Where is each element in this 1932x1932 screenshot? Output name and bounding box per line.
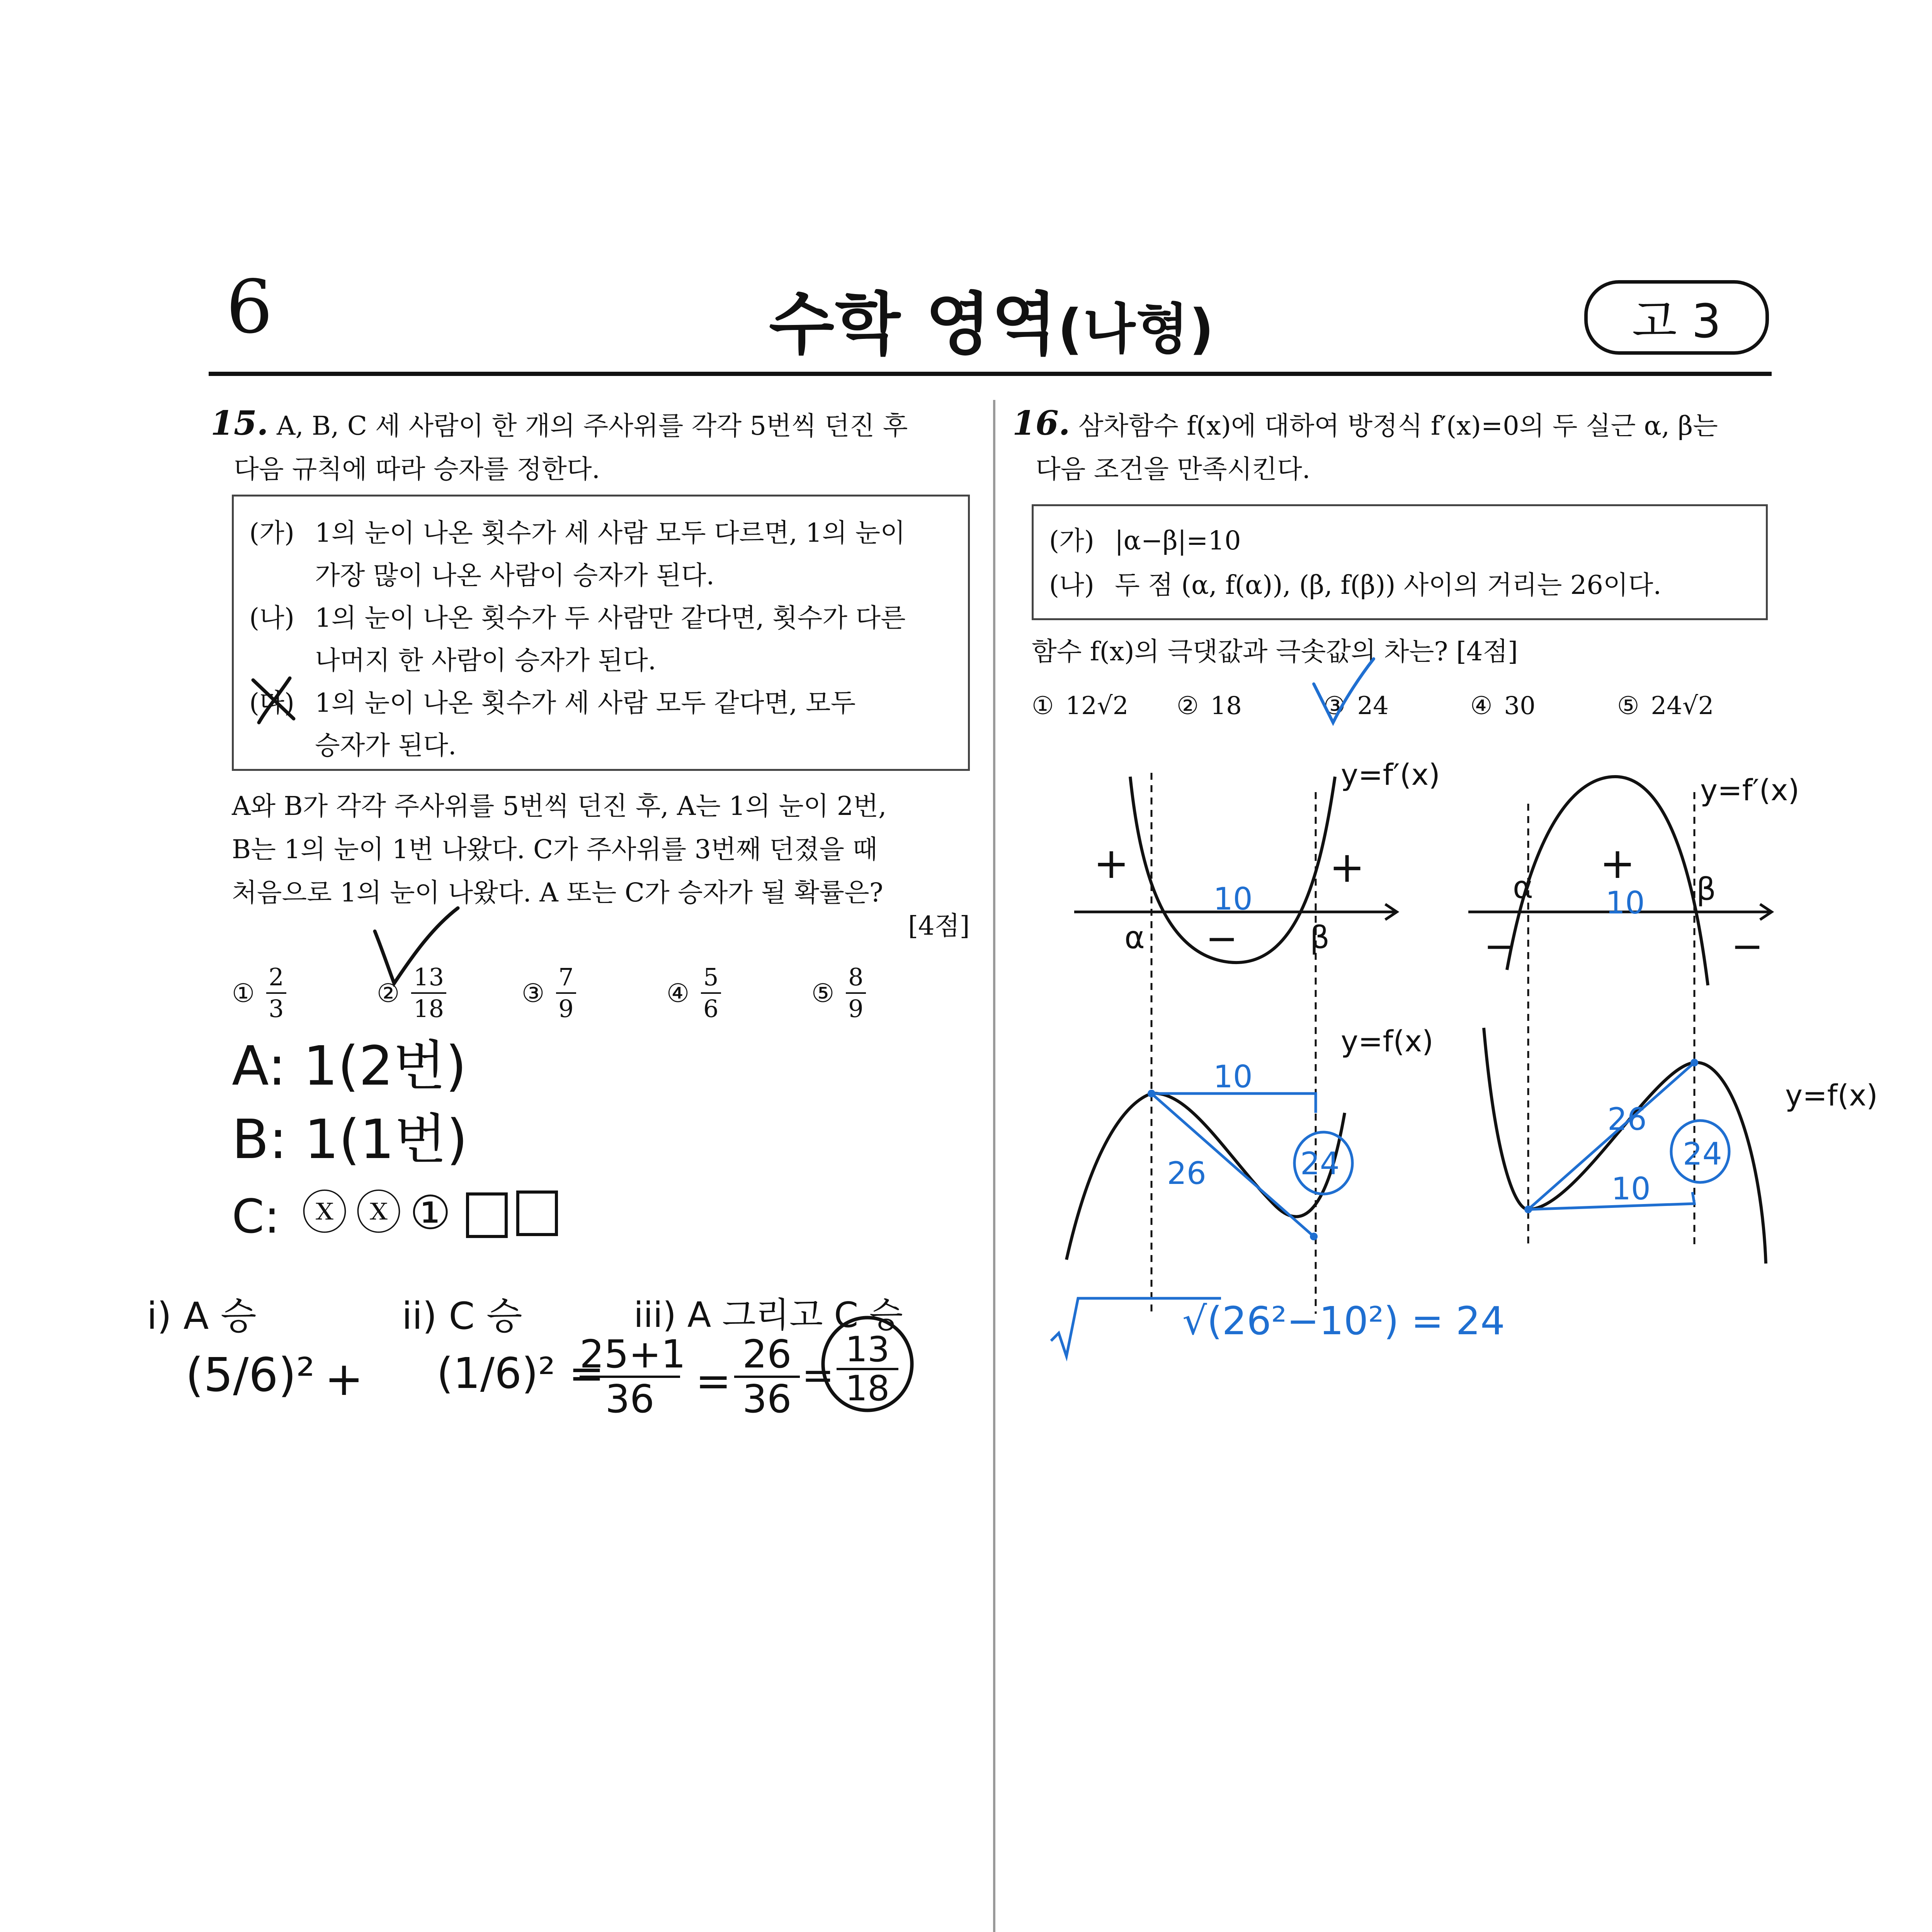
- hw-c-mark-1: ⓧ: [301, 1186, 348, 1240]
- hw-c-label: C:: [232, 1190, 280, 1244]
- q15-choice-5[interactable]: [811, 962, 866, 1024]
- choice-1-mark: ①: [232, 978, 255, 1008]
- handwritten-blue-check: [1306, 653, 1379, 730]
- q16-stem-line2: 다음 조건을 만족시킨다.: [1036, 454, 1311, 484]
- sign-plus-left-2: +: [1329, 842, 1365, 892]
- q16-question: 함수 f(x)의 극댓값과 극솟값의 차는? [4점]: [1032, 636, 1518, 667]
- twentysix-left: 26: [1167, 1155, 1206, 1191]
- choice-5-mark: ⑤: [811, 978, 835, 1008]
- hw-empty-boxes: [464, 1186, 564, 1240]
- twentyfour-left: 24: [1300, 1146, 1340, 1182]
- hw-frac-1: 25+1 36: [580, 1332, 686, 1422]
- q16-number: 16.: [1012, 404, 1070, 443]
- q15-stem-line2: 다음 규칙에 따라 승자를 정한다.: [234, 454, 600, 484]
- ten-left-top: 10: [1213, 881, 1253, 917]
- twentyfour-right: 24: [1683, 1136, 1722, 1172]
- q15-body-line3: 처음으로 1의 눈이 나왔다. A 또는 C가 승자가 될 확률은?: [232, 878, 883, 908]
- hw-term-1: (5/6)²: [185, 1349, 315, 1402]
- q16-choice-4[interactable]: ④ 30: [1470, 692, 1536, 720]
- choice-4-fraction: $\frac{5}{6}$: [701, 962, 721, 1024]
- rule-ga-mark: (가): [249, 518, 295, 548]
- hw-frac-2: 26 36: [734, 1333, 800, 1420]
- ten-left-bottom: 10: [1213, 1059, 1253, 1095]
- ten-right-top: 10: [1605, 885, 1645, 921]
- sign-plus-right: +: [1600, 838, 1636, 888]
- handwritten-check-mark: [367, 900, 468, 1001]
- cond-na-text: 두 점 (α, f(α)), (β, f(β)) 사이의 거리는 26이다.: [1115, 570, 1662, 600]
- hw-term-2: (1/6)² =: [437, 1349, 605, 1398]
- hw-eq-2: =: [802, 1352, 834, 1398]
- hw-case-3: iii) A 그리고 C 승: [634, 1295, 903, 1335]
- twentysix-right: 26: [1607, 1101, 1647, 1137]
- rule-da-mark: (다): [249, 688, 295, 718]
- q15-choice-1[interactable]: [232, 962, 286, 1024]
- rule-da-line2: 승자가 된다.: [315, 730, 457, 760]
- rule-da-line1: 1의 눈이 나온 횟수가 세 사람 모두 같다면, 모두: [315, 688, 856, 718]
- alpha-right: α: [1513, 869, 1533, 905]
- cond-ga-mark: (가): [1049, 526, 1095, 556]
- q15-rules-box: [232, 495, 970, 771]
- q16-choice-1[interactable]: ① 12√2: [1032, 692, 1129, 720]
- choice-2-mark: ②: [377, 978, 400, 1008]
- hw-answer-fraction: 13 18: [837, 1331, 898, 1407]
- header-divider: [209, 372, 1772, 376]
- q16-choice-3[interactable]: ③ 24: [1323, 692, 1389, 720]
- title-suffix: (나형): [1058, 298, 1215, 361]
- q16-choice-5[interactable]: ⑤ 24√2: [1617, 692, 1714, 720]
- q15-body-line2: B는 1의 눈이 1번 나왔다. C가 주사위를 3번째 던졌을 때: [232, 834, 878, 864]
- page-title: [769, 270, 1215, 367]
- grade-badge: 고 3: [1584, 280, 1769, 355]
- q16-stem-line1: 삼차함수 f(x)에 대하여 방정식 f′(x)=0의 두 실근 α, β는: [1078, 411, 1718, 441]
- q16-stem: [1012, 402, 1718, 491]
- label-fprime-right: y=f′(x): [1700, 773, 1799, 807]
- title-main: 수학 영역: [769, 286, 1058, 364]
- hw-c-mark-3: ①: [410, 1186, 451, 1240]
- column-divider: [993, 400, 995, 1932]
- label-f-left: y=f(x): [1341, 1024, 1434, 1058]
- q15-stem-line1: A, B, C 세 사람이 한 개의 주사위를 각각 5번씩 던진 후: [276, 411, 908, 441]
- q15-choice-3[interactable]: [522, 962, 576, 1024]
- cond-na-mark: (나): [1049, 570, 1095, 600]
- calc-line: √(26²−10²) = 24: [1182, 1298, 1505, 1344]
- sign-minus-right-2: −: [1731, 923, 1764, 969]
- q16-choice-2[interactable]: ② 18: [1177, 692, 1242, 720]
- rule-na-line1: 1의 눈이 나온 횟수가 두 사람만 같다면, 횟수가 다른: [315, 603, 906, 633]
- hw-b-line: B: 1(1번): [232, 1108, 468, 1171]
- q15-body-line1: A와 B가 각각 주사위를 5번씩 던진 후, A는 1의 눈이 2번,: [232, 791, 887, 821]
- q15-body: [232, 784, 886, 914]
- sign-minus-right-1: −: [1484, 923, 1516, 969]
- rule-ga-line2: 가장 많이 나온 사람이 승자가 된다.: [315, 560, 714, 590]
- beta-left: β: [1310, 920, 1330, 956]
- q16-right-sketch: [1461, 753, 1924, 1294]
- label-fprime-left: y=f′(x): [1341, 757, 1440, 792]
- q16-conditions-box: [1032, 504, 1768, 620]
- ten-right-bottom: 10: [1611, 1171, 1651, 1207]
- q15-number: 15.: [211, 404, 269, 443]
- cond-ga-text: |α−β|=10: [1115, 526, 1241, 556]
- choice-5-fraction: $\frac{8}{9}$: [846, 962, 866, 1024]
- alpha-left: α: [1124, 920, 1145, 956]
- label-f-right: y=f(x): [1785, 1078, 1878, 1112]
- page-number: 6: [226, 264, 273, 350]
- q15-stem: [211, 402, 908, 491]
- hw-case-2: ii) C 승: [402, 1294, 522, 1338]
- sign-minus-left: −: [1206, 916, 1238, 961]
- choice-4-mark: ④: [667, 978, 690, 1008]
- sign-plus-left-1: +: [1094, 838, 1129, 888]
- choice-3-mark: ③: [522, 978, 545, 1008]
- choice-1-fraction: $\frac{2}{3}$: [266, 962, 286, 1024]
- q16-choices: [1032, 692, 1766, 730]
- rule-ga-line1: 1의 눈이 나온 횟수가 세 사람 모두 다르면, 1의 눈이: [315, 518, 905, 548]
- handwritten-cross-mark: [247, 672, 301, 726]
- q15-choice-4[interactable]: [667, 962, 721, 1024]
- hw-plus: +: [325, 1352, 364, 1406]
- rule-na-mark: (나): [249, 603, 295, 633]
- hw-eq-1: =: [696, 1356, 731, 1406]
- rule-na-line2: 나머지 한 사람이 승자가 된다.: [315, 645, 656, 675]
- hw-c-mark-2: ⓧ: [355, 1186, 402, 1240]
- hw-a-line: A: 1(2번): [232, 1035, 467, 1098]
- hw-case-1: i) A 승: [147, 1294, 257, 1338]
- beta-right: β: [1696, 871, 1716, 907]
- choice-2-fraction: $\frac{13}{18}$: [411, 962, 446, 1024]
- choice-3-fraction: $\frac{7}{9}$: [556, 962, 576, 1024]
- q15-points: [4점]: [908, 911, 970, 941]
